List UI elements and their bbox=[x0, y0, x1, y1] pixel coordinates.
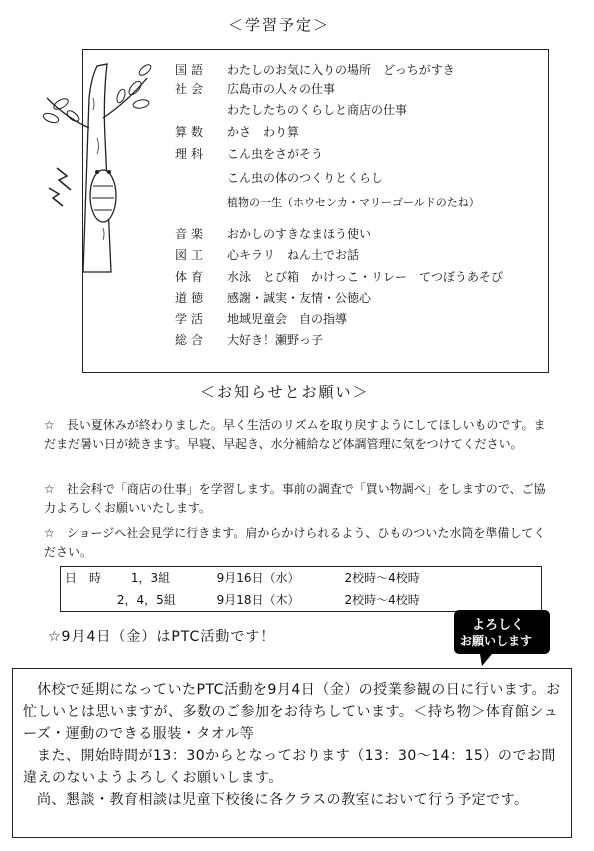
subject-content: わたしのお気に入りの場所 どっちがすき bbox=[227, 63, 455, 77]
subject-content: こん虫をさがそう bbox=[227, 147, 324, 161]
ptc-paragraph: また、開始時間が13：30からとなっております（13：30～14：15）のでお間違えのないようよろしくお願いします。 bbox=[23, 748, 556, 786]
subject-row bbox=[175, 194, 503, 226]
subject-name: 道徳 bbox=[175, 291, 208, 305]
subject-content: わたしたちのくらしと商店の仕事 bbox=[227, 103, 408, 117]
visit-date: 9月18日（木） bbox=[216, 593, 300, 607]
ptc-info-box bbox=[12, 668, 572, 838]
subject-row bbox=[175, 124, 503, 146]
subject-row bbox=[175, 62, 503, 81]
subject-row bbox=[175, 146, 503, 170]
schedule-heading: ＜学習予定＞ bbox=[228, 16, 331, 34]
ptc-paragraph: 休校で延期になっていたPTC活動を9月4日（金）の授業参観の日に行います。お忙しいとは思いますが、多数のご参加をお待ちしています。＜持ち物＞体育館シューズ・運動のできる服装・タオル等 bbox=[23, 682, 561, 742]
visit-schedule-table bbox=[60, 566, 542, 612]
subject-name: 体育 bbox=[175, 270, 208, 284]
visit-date: 9月16日（水） bbox=[216, 571, 300, 585]
subject-row bbox=[175, 247, 503, 269]
subject-content: 心キラリ ねん土でお話 bbox=[227, 248, 360, 262]
bubble-line-2: お願いします bbox=[460, 634, 533, 648]
subject-row bbox=[175, 290, 503, 311]
visit-groups: 1，3組 bbox=[130, 571, 171, 585]
subject-content: 大好き！瀬野っ子 bbox=[227, 333, 324, 347]
notice-item: ☆ ショージへ社会見学に行きます。肩からかけられるよう、ひものついた水筒を準備してください。 bbox=[44, 526, 546, 559]
visit-row bbox=[65, 591, 535, 609]
notices-heading: ＜お知らせとお願い＞ bbox=[200, 383, 370, 401]
visit-time: 2校時～4校時 bbox=[344, 593, 420, 607]
subject-row bbox=[175, 226, 503, 247]
subject-name: 図工 bbox=[175, 248, 208, 262]
visit-label: 日 時 bbox=[65, 571, 102, 585]
subject-row bbox=[175, 170, 503, 194]
subject-content: 地域児童会 自の指導 bbox=[227, 312, 348, 326]
ptc-paragraph: 尚、懇談・教育相談は児童下校後に各クラスの教室において行う予定です。 bbox=[37, 792, 529, 808]
ptc-announcement: ☆9月4日（金）はPTC活動です！ bbox=[48, 629, 276, 645]
notice-item: ☆ 社会科で「商店の仕事」を学習します。事前の調査で「買い物調べ」をしますので、ご協力よろしくお願いいたします。 bbox=[44, 482, 546, 515]
subject-name: 総合 bbox=[175, 333, 208, 347]
subject-row bbox=[175, 81, 503, 102]
cicada-tree-illustration bbox=[37, 58, 155, 273]
subject-name: 社会 bbox=[175, 82, 208, 96]
subject-content: 広島市の人々の仕事 bbox=[227, 82, 336, 96]
bubble-line-1: よろしく bbox=[472, 618, 525, 633]
subject-row bbox=[175, 102, 503, 124]
subject-row bbox=[175, 269, 503, 290]
subject-name: 国語 bbox=[175, 63, 208, 77]
subject-name: 算数 bbox=[175, 125, 208, 139]
visit-row bbox=[65, 569, 535, 587]
subject-content: 感謝・誠実・友情・公徳心 bbox=[227, 291, 372, 305]
subject-name: 学活 bbox=[175, 312, 208, 326]
subject-row bbox=[175, 332, 503, 352]
schedule-box bbox=[82, 49, 549, 373]
subject-content: こん虫の体のつくりとくらし bbox=[227, 171, 384, 185]
subject-content: 植物の一生（ホウセンカ・マリーゴールドのたね） bbox=[227, 196, 480, 209]
subject-content: かさ わり算 bbox=[227, 125, 300, 139]
visit-time: 2校時～4校時 bbox=[344, 571, 420, 585]
subject-content: おかしのすきなまほう使い bbox=[227, 227, 372, 241]
speech-bubble bbox=[452, 608, 552, 654]
visit-groups: 2，4，5組 bbox=[116, 593, 176, 607]
subject-row bbox=[175, 311, 503, 332]
notice-item: ☆ 長い夏休みが終わりました。早く生活のリズムを取り戻すようにしてほしいものです。まだまだ暑い日が続きます。早寝、早起き、水分補給など体調管理に気をつけてください。 bbox=[44, 418, 546, 451]
subject-list bbox=[175, 62, 503, 352]
subject-name: 音楽 bbox=[175, 227, 208, 241]
subject-name: 理科 bbox=[175, 147, 208, 161]
subject-content: 水泳 とび箱 かけっこ・リレー てつぼうあそび bbox=[227, 270, 504, 284]
